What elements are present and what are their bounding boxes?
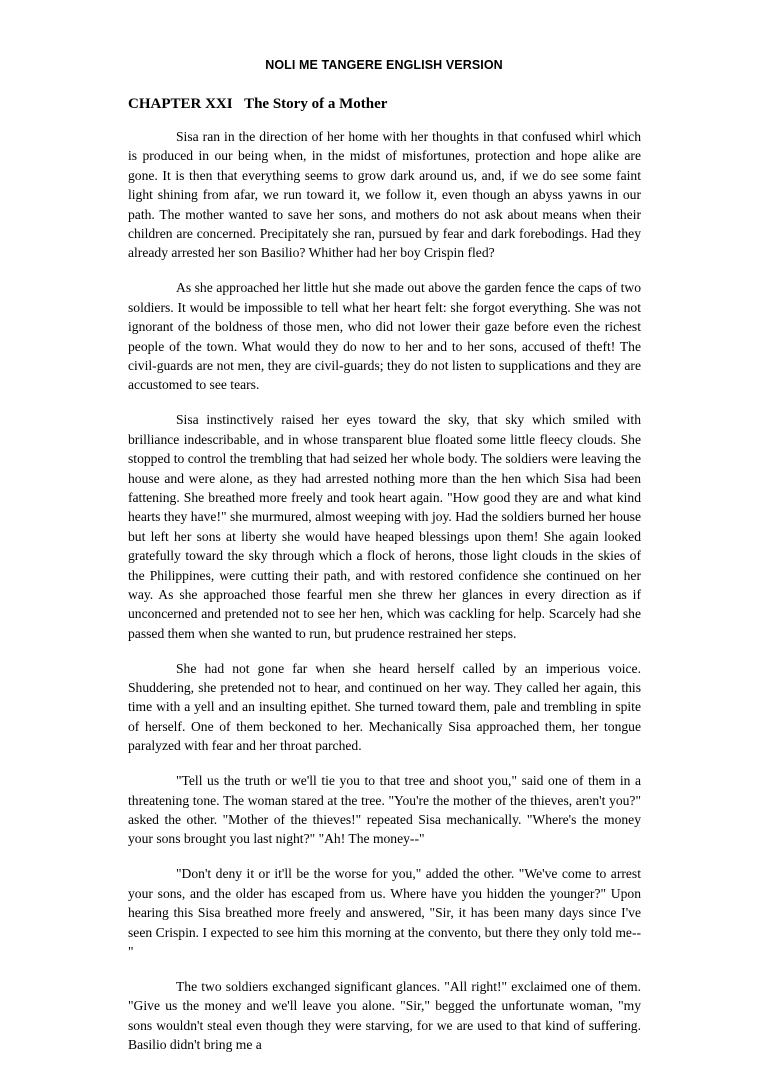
paragraph: "Don't deny it or it'll be the worse for you," added the other. "We've come to arrest your sons, and the older has escaped from us. Where have you hidden the younger?" Upon hearing this Sisa breathed more freely and answered, "Sir, it has been many days since I've seen Crispin. I expected to see him this morning at the convento, but there they only told me--" (128, 866, 641, 959)
paragraph: Sisa instinctively raised her eyes toward the sky, that sky which smiled with brilliance indescribable, and in whose transparent blue floated some little fleecy clouds. She stopped to control the trembling that had seized her whole body. The soldiers were leaving the house and were alone, as they had arrested nothing more than the hen which Sisa had been fattening. She breathed more freely and took heart again. "How good they are and what kind hearts they have!" she murmured, almost weeping with joy. Had the soldiers burned her house but left her sons at liberty she would have heaped blessings upon them! She again looked gratefully toward the sky through which a flock of herons, those light clouds in the skies of the Philippines, were cutting their path, and with restored confidence she continued on her way. As she approached those fearful men she threw her glances in every direction as if unconcerned and pretended not to see her hen, which was cackling for help. Scarcely had she passed them when she wanted to run, but prudence restrained her steps. (128, 412, 641, 641)
chapter-name: The Story of a Mother (244, 96, 388, 112)
paragraph: Sisa ran in the direction of her home with her thoughts in that confused whirl which is produced in our being when, in the midst of misfortunes, protection and hope alike are gone. It is then that everything seems to grow dark around us, and, if we do see some faint light shining from afar, we run toward it, we follow it, even though an abyss yawns in our path. The mother wanted to save her sons, and mothers do not ask about means when their children are concerned. Precipitately she ran, pursued by fear and dark forebodings. Had they already arrested her son Basilio? Whither had her boy Crispin fled? (128, 129, 641, 261)
paragraph: She had not gone far when she heard herself called by an imperious voice. Shuddering, she pretended not to hear, and continued on her way. They called her again, this time with a yell and an insulting epithet. She turned toward them, pale and trembling in spite of herself. One of them beckoned to her. Mechanically Sisa approached them, her tongue paralyzed with fear and her throat parched. (128, 660, 641, 754)
paragraph: "Tell us the truth or we'll tie you to that tree and shoot you," said one of them in a threatening tone. The woman stared at the tree. "You're the mother of the thieves, aren't you?" asked the other. "Mother of the thieves!" repeated Sisa mechanically. "Where's the money your sons brought you last night?" "Ah! The money--" (128, 773, 641, 847)
paragraph: The two soldiers exchanged significant glances. "All right!" exclaimed one of them. "Give us the money and we'll leave you alone. "Sir," begged the unfortunate woman, "my sons wouldn't steal even though they were starving, for we are used to that kind of suffering. Basilio didn't bring me a (128, 978, 641, 1053)
chapter-body (128, 127, 641, 1070)
chapter-title (128, 96, 387, 113)
paragraph: As she approached her little hut she made out above the garden fence the caps of two soldiers. It would be impossible to tell what her heart felt: she forgot everything. She was not ignorant of the boldness of those men, who did not lower their gaze before even the richest people of the town. What would they do now to her and to her sons, accused of theft! The civil-guards are not men, they are civil-guards; they do not listen to supplications and they are accustomed to see tears. (128, 280, 641, 393)
chapter-number: CHAPTER XXI (128, 96, 233, 112)
document-heading: NOLI ME TANGERE ENGLISH VERSION (265, 58, 503, 72)
